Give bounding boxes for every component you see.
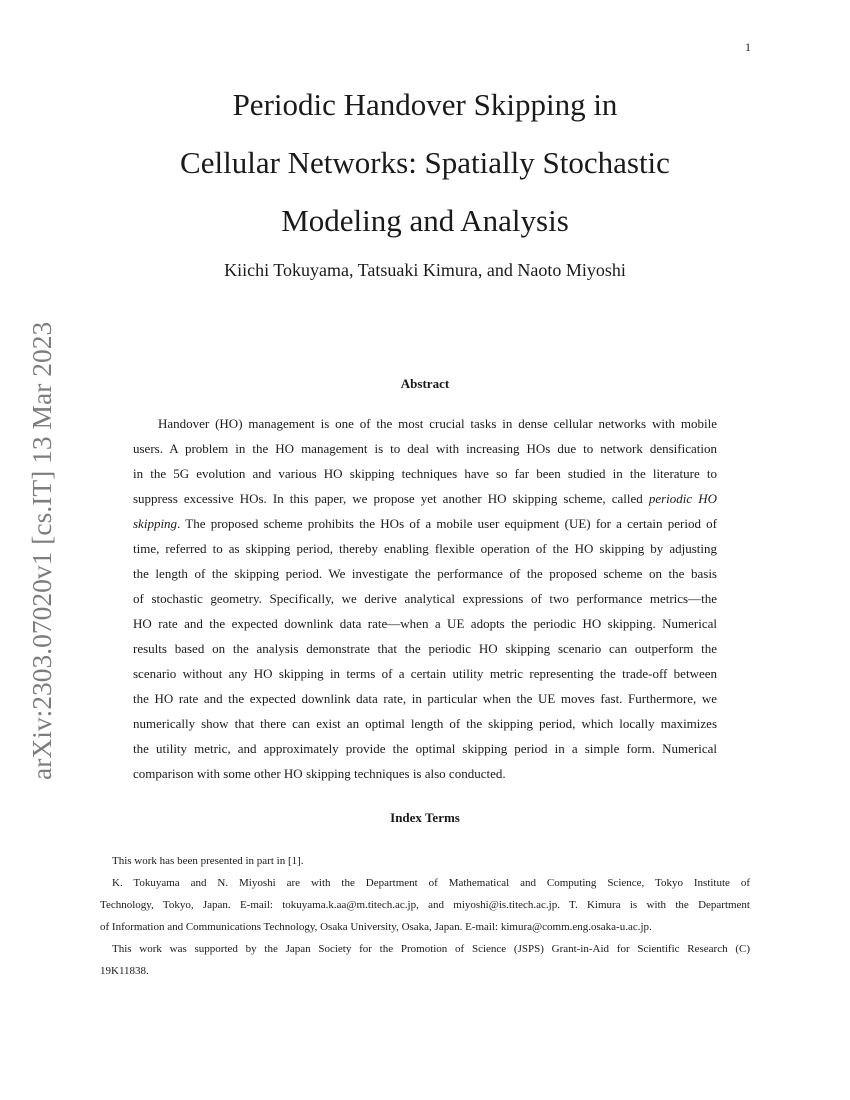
- arxiv-identifier-stamp: arXiv:2303.07020v1 [cs.IT] 13 Mar 2023: [26, 321, 57, 780]
- title-line: Modeling and Analysis: [281, 203, 569, 238]
- footnote-line: of Information and Communications Technology, Osaka University, Osaka, Japan. E-mail: kimura@comm.eng.osaka-u.ac.jp.: [100, 921, 652, 933]
- footnotes: [100, 850, 750, 982]
- abstract-body: [133, 411, 717, 786]
- page-number: 1: [745, 40, 751, 54]
- abstract-line: HO rate and the expected downlink data rate—when a UE adopts the periodic HO skipping. Numerical: [133, 616, 717, 631]
- footnote-line: 19K11838.: [100, 965, 149, 977]
- abstract-line: the length of the skipping period. We investigate the performance of the proposed scheme on the basis: [133, 566, 717, 581]
- footnote-line: K. Tokuyama and N. Miyoshi are with the Department of Mathematical and Computing Science, Tokyo Institute of: [112, 877, 750, 889]
- abstract-line: comparison with some other HO skipping techniques is also conducted.: [133, 766, 506, 781]
- abstract-line: the HO rate and the expected downlink data rate, in particular when the UE moves fast. Furthermore, we: [133, 691, 717, 706]
- footnote-line: This work was supported by the Japan Society for the Promotion of Science (JSPS) Grant-in-Aid for Scientific Research (C): [112, 943, 750, 955]
- abstract-line: numerically show that there can exist an optimal length of the skipping period, which locally maximizes: [133, 716, 717, 731]
- emphasized-term: skipping: [133, 516, 178, 531]
- footnote-line: This work has been presented in part in [1].: [112, 855, 304, 867]
- title-line: Periodic Handover Skipping in: [232, 87, 618, 122]
- abstract-line: results based on the analysis demonstrate that the periodic HO skipping scenario can outperform the: [133, 641, 717, 656]
- abstract-line: users. A problem in the HO management is to deal with increasing HOs due to network densification: [133, 441, 717, 456]
- abstract-line: of stochastic geometry. Specifically, we derive analytical expressions of two performance metrics—the: [133, 591, 717, 606]
- abstract-line: [133, 486, 717, 511]
- author-list: Kiichi Tokuyama, Tatsuaki Kimura, and Naoto Miyoshi: [224, 260, 626, 280]
- paper-title: [100, 76, 750, 250]
- abstract-heading: Abstract: [400, 376, 450, 391]
- abstract-line: the utility metric, and approximately provide the optimal skipping period in a simple form. Numerical: [133, 741, 717, 756]
- abstract-line: scenario without any HO skipping in terms of a certain utility metric representing the trade-off between: [133, 666, 717, 681]
- abstract-line: [133, 511, 717, 536]
- abstract-line: time, referred to as skipping period, thereby enabling flexible operation of the HO skipping by adjusting: [133, 541, 717, 556]
- title-line: Cellular Networks: Spatially Stochastic: [180, 145, 670, 180]
- emphasized-term: periodic HO: [648, 491, 718, 506]
- abstract-line: in the 5G evolution and various HO skipping techniques have so far been studied in the literature to: [133, 466, 717, 481]
- abstract-text-run: . The proposed scheme prohibits the HOs of a mobile user equipment (UE) for a certain period of: [177, 516, 717, 531]
- index-terms-heading: Index Terms: [390, 810, 460, 825]
- abstract-line: Handover (HO) management is one of the most crucial tasks in dense cellular networks with mobile: [158, 416, 717, 431]
- abstract-text-run: suppress excessive HOs. In this paper, we propose yet another HO skipping scheme, called: [133, 491, 643, 506]
- footnote-line: Technology, Tokyo, Japan. E-mail: tokuyama.k.aa@m.titech.ac.jp, and miyoshi@is.titech.ac.jp. T. Kimura is with the Department: [100, 899, 750, 911]
